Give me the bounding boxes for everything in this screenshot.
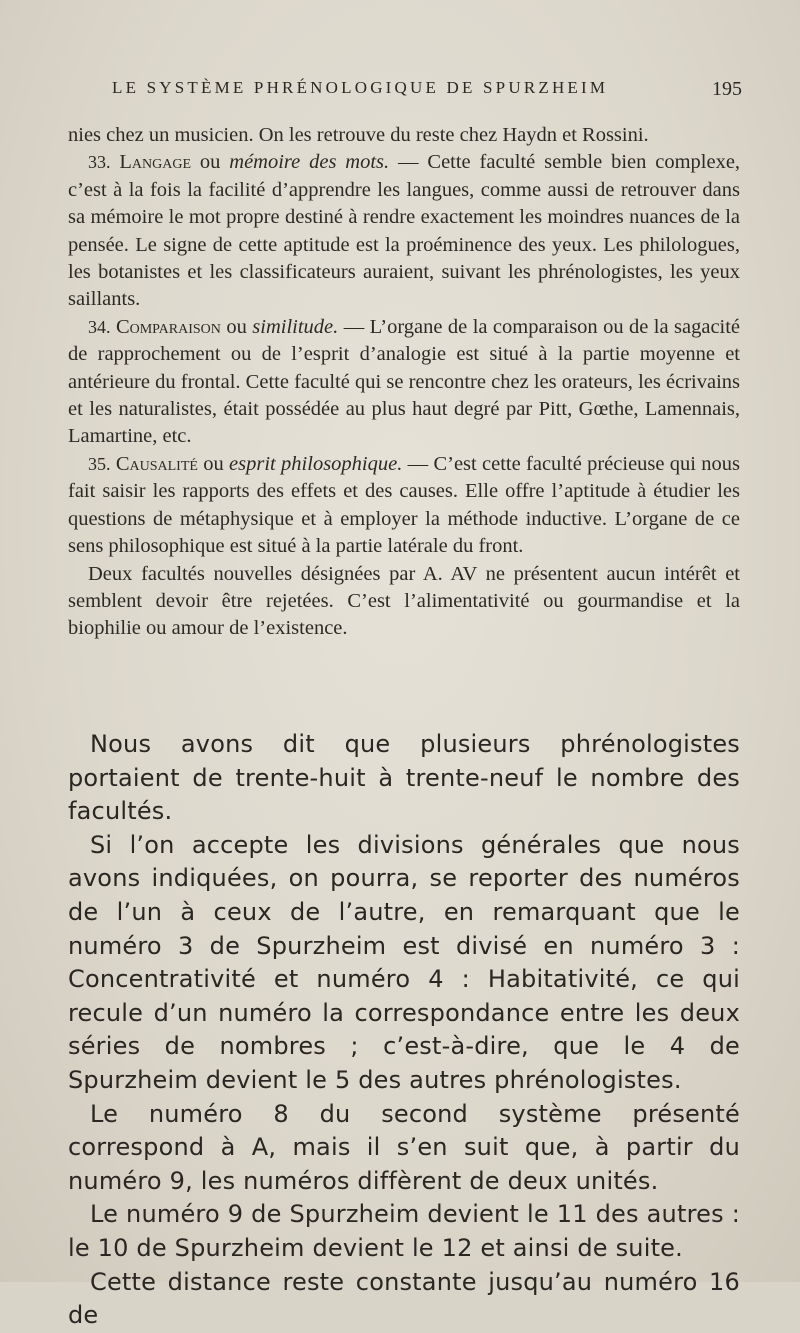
entry-text: — L’organe de la comparaison ou de la sagacité de rapprochement ou de l’esprit d’analogie est situé à la partie moyenne et antérieure du frontal. Cette faculté qui se rencontre chez les orateurs, les écrivains et les naturalistes, était possédée au plus haut degré par Pitt, Gœthe, Lamennais, Lamartine, etc. xyxy=(68,315,741,448)
entry-connector: ou xyxy=(203,452,224,475)
entry-number: 34. xyxy=(88,316,111,337)
entry-connector: ou xyxy=(226,315,247,338)
entry-text: — Cette faculté semble bien complexe, c’est à la fois la facilité d’apprendre les langues, comme aussi de retrouver dans sa mémoire le mot propre destiné à rendre exactement les moindres nuances de la pensée. Le signe de cette aptitude est la proéminence des yeux. Les philologues, les botanistes et les classificateurs auraient, suivant les phrénologistes, les yeux saillants. xyxy=(68,151,741,311)
entry-connector: ou xyxy=(199,151,221,174)
main-text xyxy=(68,728,740,1333)
main-paragraph-2: Si l’on accepte les divisions générales que nous avons indiquées, on pourra, se reporter des numéros de l’un à ceux de l’autre, en remarquant que le numéro 3 de Spurzheim est divisé en numéro 3 : Concentrativité et numéro 4 : Habitativité, ce qui recule d’un numéro la correspondance entre les deux séries de nombres ; c’est-à-dire, que le 4 de Spurzheim devient le 5 des autres phrénologistes. xyxy=(68,830,740,1094)
entry-alt-name: similitude. xyxy=(252,315,339,338)
entry-term: Comparaison xyxy=(115,315,221,338)
entry-alt-name: mémoire des mots. xyxy=(229,151,390,174)
entry-alt-name: esprit philosophique. xyxy=(229,452,403,475)
running-title: LE SYSTÈME PHRÉNOLOGIQUE DE SPURZHEIM xyxy=(112,78,609,97)
faculty-entry-33 xyxy=(68,149,740,313)
entry-term: Langage xyxy=(119,151,192,174)
faculty-entry-34 xyxy=(68,314,740,451)
entry-term: Causalité xyxy=(115,452,198,475)
notes-intro: nies chez un musicien. On les retrouve du reste chez Haydn et Rossini. xyxy=(68,124,649,146)
notes-section xyxy=(68,122,740,643)
page-number: 195 xyxy=(712,78,742,100)
entry-number: 35. xyxy=(88,453,111,474)
entry-text: — C’est cette faculté précieuse qui nous fait saisir les rapports des effets et des causes. Elle offre l’aptitude à étudier les questions de métaphysique et à employer la méthode inductive. L’organe de ce sens philosophique est situé à la partie latérale du front. xyxy=(68,452,741,558)
entry-number: 33. xyxy=(88,152,111,173)
notes-closing: Deux facultés nouvelles désignées par A. AV ne présentent aucun intérêt et semblent devoir être rejetées. C’est l’alimentativité ou gourmandise et la biophilie ou amour de l’existence. xyxy=(68,562,740,640)
main-paragraph-5: Cette distance reste constante jusqu’au numéro 16 de xyxy=(68,1267,740,1330)
main-paragraph-1: Nous avons dit que plusieurs phrénologistes portaient de trente-huit à trente-neuf le nombre des facultés. xyxy=(68,730,740,826)
main-paragraph-4: Le numéro 9 de Spurzheim devient le 11 des autres : le 10 de Spurzheim devient le 12 et ainsi de suite. xyxy=(68,1200,740,1262)
main-paragraph-3: Le numéro 8 du second système présenté correspond à A, mais il s’en suit que, à partir du numéro 9, les numéros diffèrent de deux unités. xyxy=(68,1099,740,1195)
faculty-entry-35 xyxy=(68,451,740,561)
